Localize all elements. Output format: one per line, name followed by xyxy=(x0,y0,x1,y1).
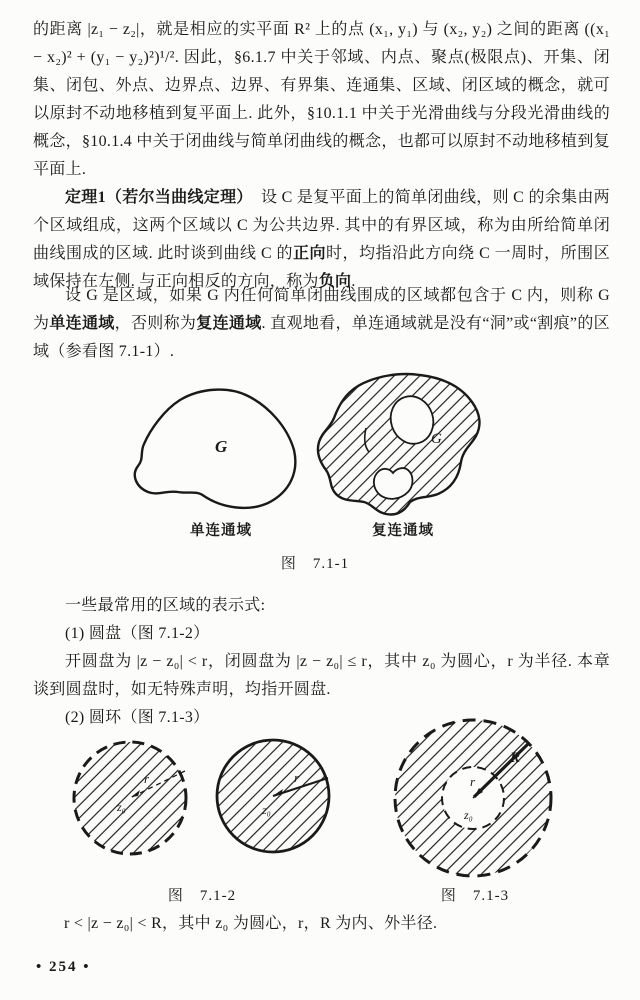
open-disk xyxy=(74,742,186,854)
paragraph-annulus-definition xyxy=(64,910,610,938)
figure-7-1-1-drawing xyxy=(0,370,640,520)
fig2-caption: 图 7.1-2 xyxy=(167,888,237,904)
fig1-label-g-left: G xyxy=(215,437,228,456)
paragraph-disk-definition xyxy=(33,648,610,704)
theorem-heading: 定理1（若尔当曲线定理） xyxy=(65,189,245,206)
fig1-caption: 图 7.1-1 xyxy=(280,556,350,572)
connectivity-text-3: . 直观地看，单连通域就是没有“洞”或“割痕”的区域（参看图 7.1-1）. xyxy=(33,315,610,360)
term-multiply-connected: 复连通域 xyxy=(196,315,262,332)
fig1-caption-simply-connected: 单连通域 xyxy=(190,523,252,539)
connectivity-text-1: 设 G 是区域，如果 G 内任何简单闭曲线围成的区域都包含于 C 内，则称 G 为 xyxy=(33,287,610,332)
fig2-left-center-label: z₀ xyxy=(117,800,126,814)
fig1-label-g-right: G xyxy=(431,431,442,447)
paragraph-item-disk xyxy=(33,620,610,648)
item-disk-text: (1) 圆盘（图 7.1-2） xyxy=(65,625,210,642)
figure-7-1-2-3-drawing xyxy=(0,715,640,890)
term-negative-direction: 负向 xyxy=(318,273,352,290)
fig2-left-radius-label: r xyxy=(144,771,150,786)
paragraph-intro-text: 的距离 |z₁ − z₂|，就是相应的实平面 R² 上的点 (x₁, y₁) 与 (x₂, y₂) 之间的距离 ((x₁ − x₂)² + (y₁ − y₂)²)¹/². 因此，§6.1.7 中关于邻域、内点、聚点(极限点)、开集、闭集、闭包、外点、边界点、边界、有界集、连通集、区域、闭区域的概念，就可以原封不动地移植到复平面上. 此外，§10.1.1 中关于光滑曲线与分段光滑曲线的概念，§10.1.4 中关于闭曲线与简单闭曲线的概念，也都可以原封不动地移植到复平面上. xyxy=(33,21,610,178)
connectivity-text-2: ，否则称为 xyxy=(114,315,197,332)
paragraph-connectivity xyxy=(33,282,610,366)
theorem-text-1: 设 C 是复平面上的简单闭曲线，则 C 的余集由两个区域组成，这两个区域以 C 为公共边界. 其中的有界区域，称为由所给简单闭曲线围成的区域. 此时谈到曲线 C 的 xyxy=(33,189,610,262)
fig3-center-label: z₀ xyxy=(464,808,473,822)
blob-hole-lower xyxy=(374,468,413,499)
fig2-mid-center-label: z₀ xyxy=(262,803,271,817)
theorem-text-2: 时，均指沿此方向绕 C 一周时，所围区域保持在左侧. 与正向相反的方向，称为 xyxy=(33,245,610,290)
fig3-inner-radius-label: r xyxy=(470,774,476,789)
page-number: • 254 • xyxy=(36,959,91,975)
list-intro-text: 一些最常用的区域的表示式: xyxy=(65,597,266,614)
paragraph-list-intro xyxy=(33,592,610,620)
paragraph-intro xyxy=(33,16,610,184)
fig3-outer-radius-label: R xyxy=(510,750,521,766)
fig2-mid-radius-label: r xyxy=(294,770,300,785)
fig3-caption: 图 7.1-3 xyxy=(440,888,510,904)
fig1-caption-multiply-connected: 复连通域 xyxy=(372,523,434,539)
term-positive-direction: 正向 xyxy=(292,245,327,262)
annulus-definition-text: r < |z − z₀| < R，其中 z₀ 为圆心，r，R 为内、外半径. xyxy=(64,915,438,932)
theorem-text-3: . xyxy=(351,273,356,290)
item-annulus-text: (2) 圆环（图 7.1-3） xyxy=(65,709,210,726)
disk-definition-text: 开圆盘为 |z − z₀| < r，闭圆盘为 |z − z₀| ≤ r，其中 z₀ 为圆心，r 为半径. 本章谈到圆盘时，如无特殊声明，均指开圆盘. xyxy=(33,653,610,698)
paragraph-theorem xyxy=(33,184,610,296)
term-simply-connected: 单连通域 xyxy=(49,315,115,332)
